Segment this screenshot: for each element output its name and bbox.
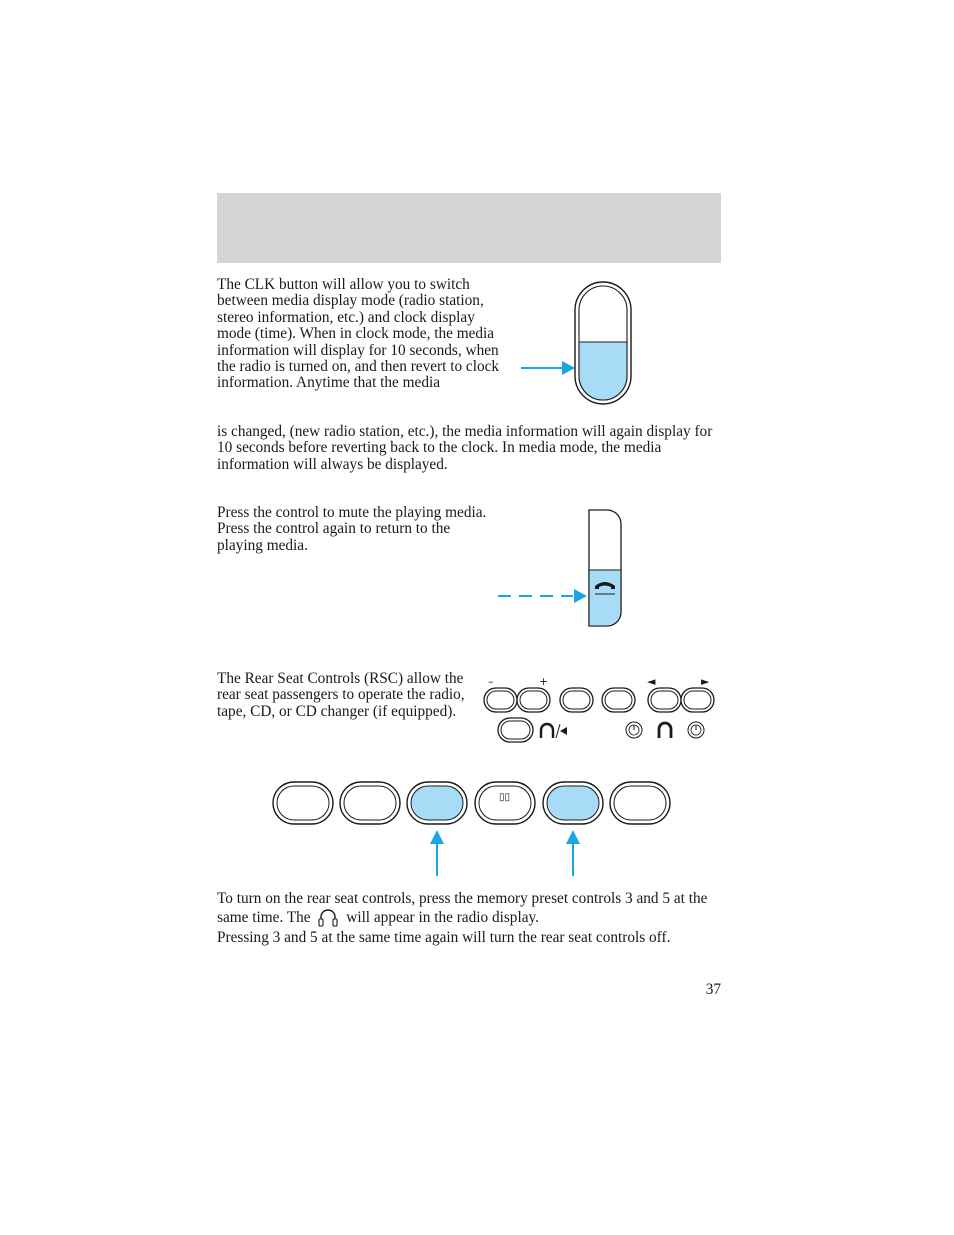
- rsc-turn-off-description: Pressing 3 and 5 at the same time again will turn the rear seat controls off.: [217, 929, 671, 946]
- volume-plus-label: +: [539, 675, 549, 688]
- seek-right-label: ►: [701, 675, 710, 688]
- rsc-turn-on-text-before: To turn on the rear seat controls, press the memory preset controls 3 and 5 at the same time. The: [217, 890, 708, 927]
- mute-button-figure: [495, 508, 630, 633]
- rsc-turn-on-text-after: will appear in the radio display.: [346, 909, 539, 927]
- arrow-up-icon: [430, 830, 444, 876]
- rear-seat-controls-figure: [480, 672, 720, 752]
- mute-description: Press the control to mute the playing media. Press the control again to return to the playing media.: [217, 504, 487, 554]
- clk-description: The CLK button will allow you to switch between media display mode (radio station, stereo information, etc.) and clock display mode (time). When in clock mode, the media information will display for 10 seconds, when the radio is turned on, and then revert to clock information. Anytime that the media: [217, 276, 500, 392]
- arrow-right-icon: [521, 361, 575, 375]
- headphones-icon: [541, 724, 567, 738]
- seek-left-label: ◄: [647, 675, 656, 688]
- section-header-band: [217, 193, 721, 263]
- clk-button-figure: [515, 280, 635, 410]
- memory-preset-figure: [268, 778, 678, 878]
- arrow-up-icon: [566, 830, 580, 876]
- headphones-icon: [316, 907, 340, 927]
- headphones-icon: [659, 723, 671, 738]
- volume-minus-label: –: [488, 675, 494, 688]
- clk-description-continued: is changed, (new radio station, etc.), the media information will again display for 10 seconds before reverting back to the clock. In media mode, the media information will always be displayed.: [217, 423, 713, 473]
- rsc-description: The Rear Seat Controls (RSC) allow the rear seat passengers to operate the radio, tape, CD, or CD changer (if equipped).: [217, 670, 465, 720]
- rsc-turn-on-description: [217, 891, 722, 927]
- clk-button-highlight[interactable]: [579, 342, 627, 400]
- mute-button-highlight[interactable]: [589, 570, 621, 626]
- power-icon: [688, 722, 704, 738]
- page-number: 37: [705, 981, 721, 998]
- dashed-arrow-right-icon: [498, 589, 587, 603]
- tape-symbol-label: ▯▯: [499, 792, 511, 803]
- power-icon: [626, 722, 642, 738]
